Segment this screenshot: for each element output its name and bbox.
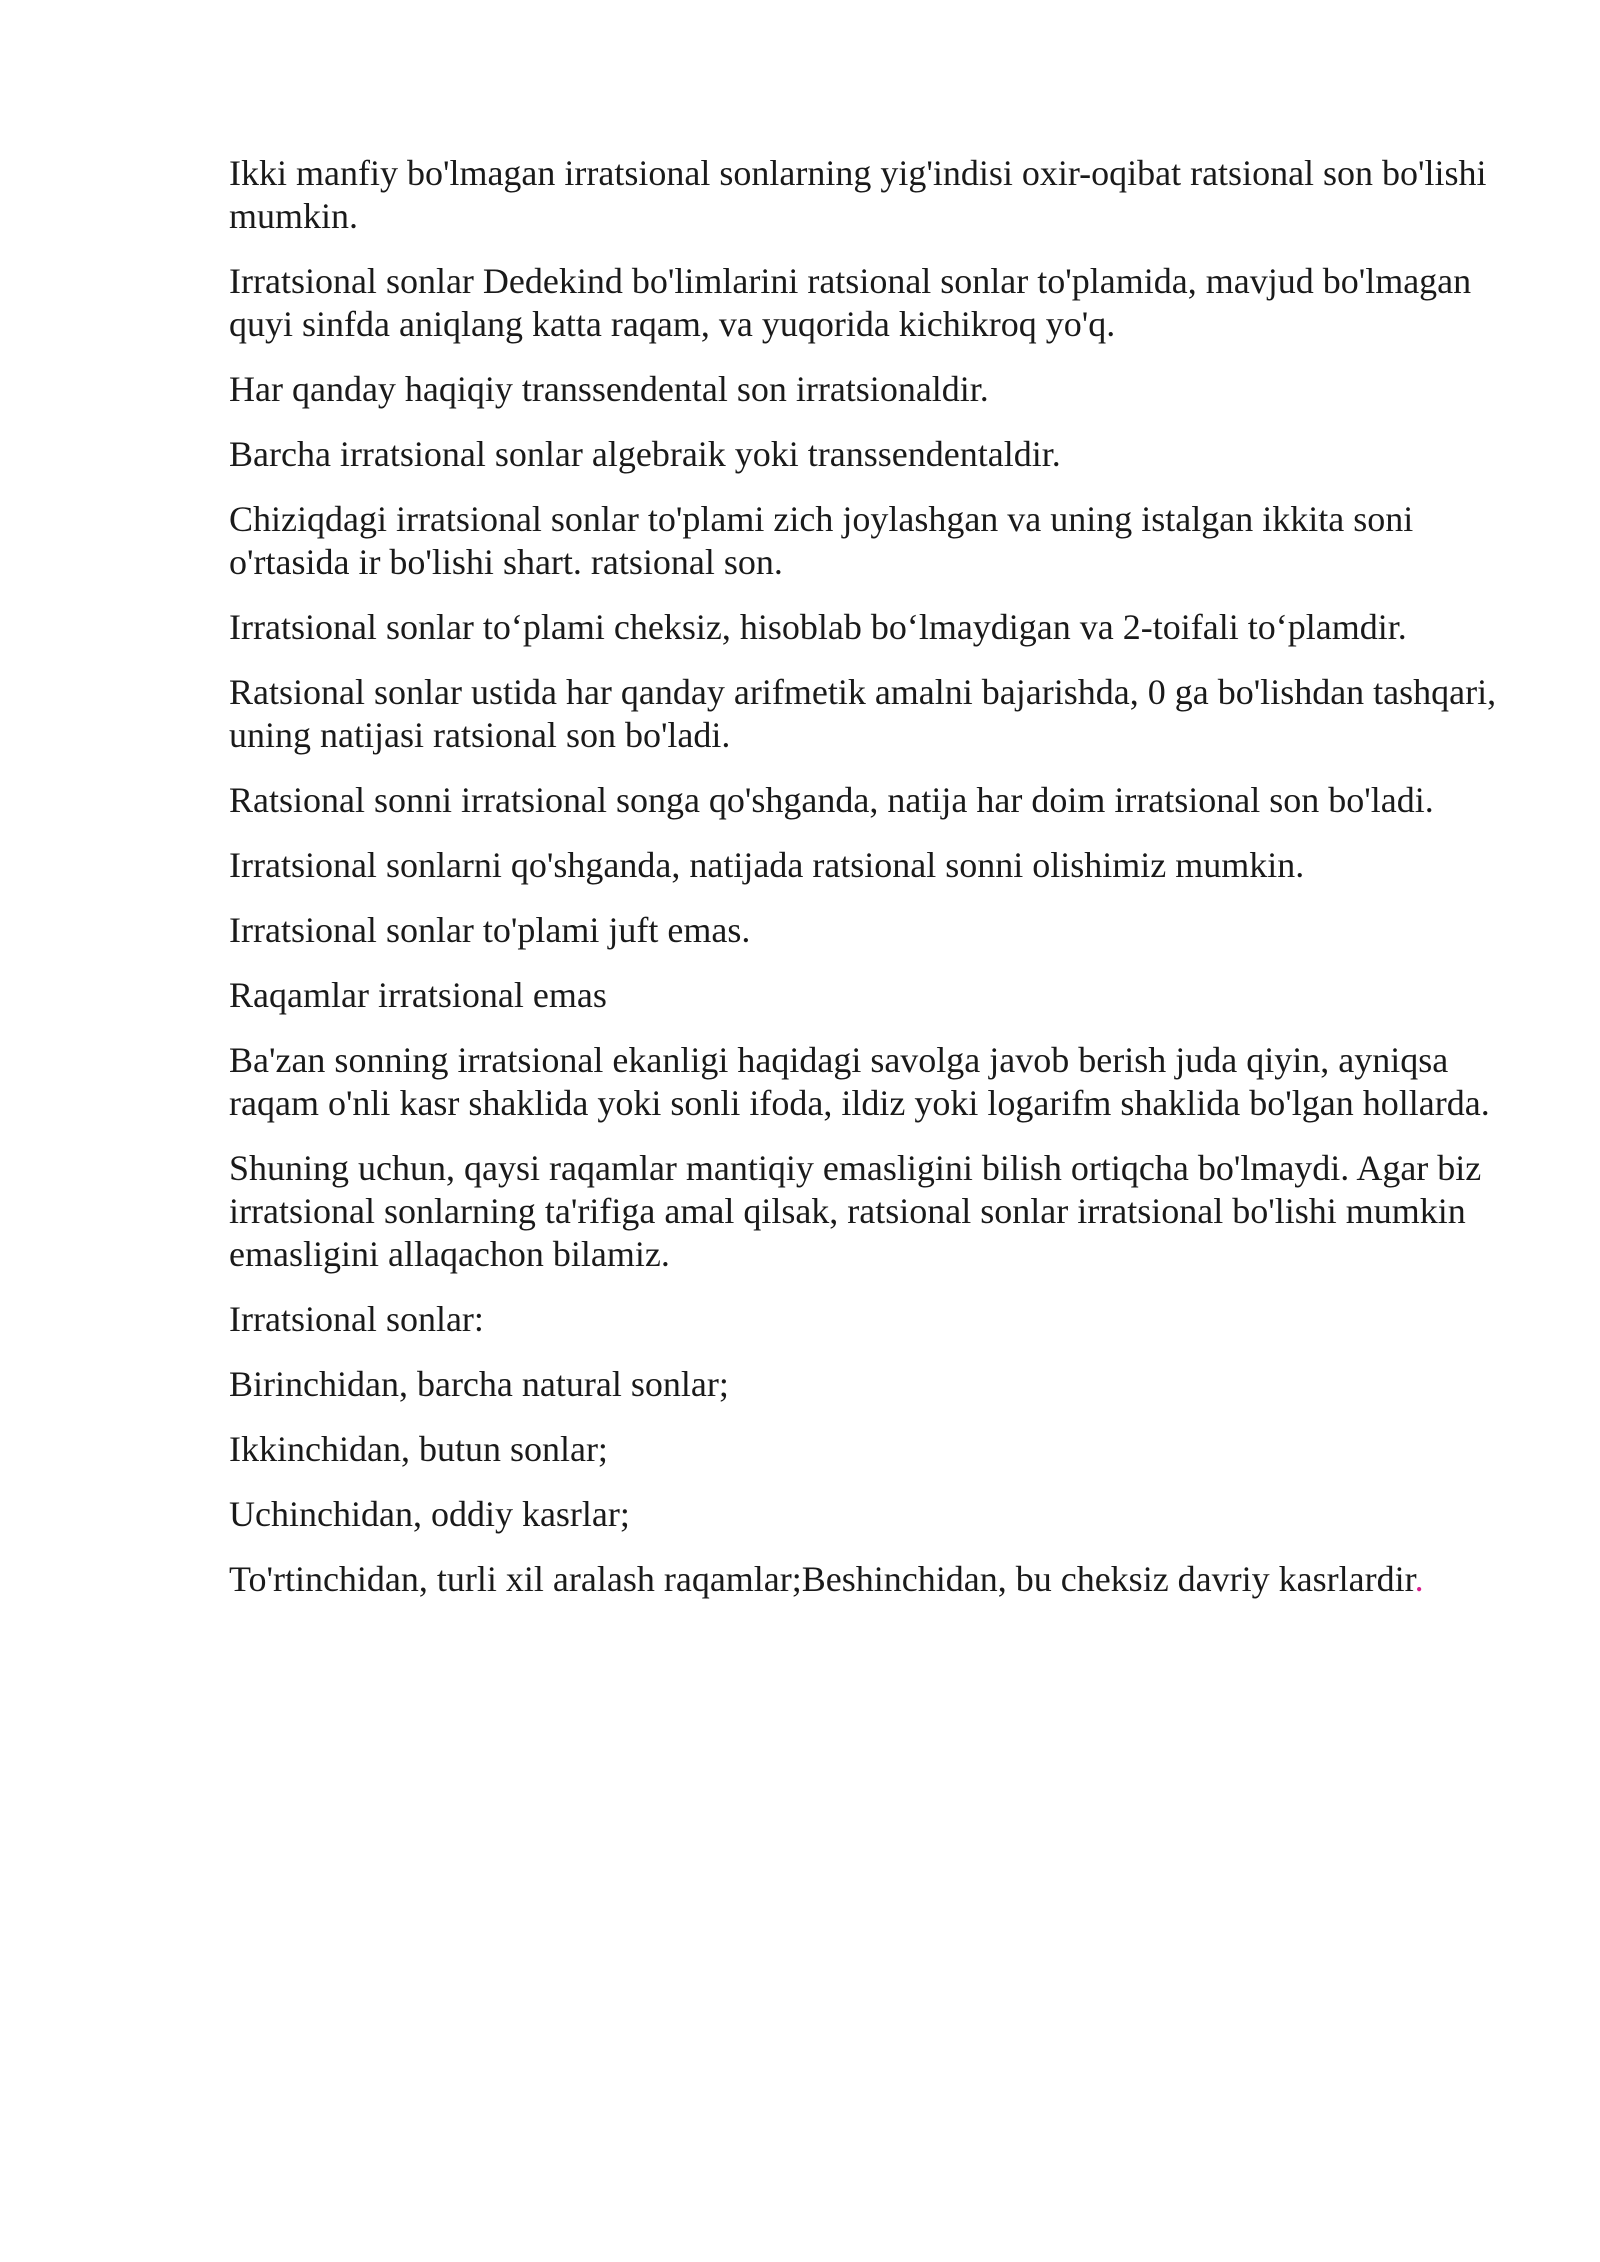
paragraph-10: Irratsional sonlar to'plami juft emas. — [229, 910, 751, 950]
list-item-3: Uchinchidan, oddiy kasrlar; — [229, 1494, 630, 1534]
paragraph-2: Irratsional sonlar Dedekind bo'limlarini ratsional sonlar to'plamida, mavjud bo'lmagan quyi sinfda aniqlang katta raqam, va yuqorida kichikroq yo'q. — [229, 261, 1472, 344]
paragraph-4: Barcha irratsional sonlar algebraik yoki transsendentaldir. — [229, 434, 1061, 474]
paragraph-5: Chiziqdagi irratsional sonlar to'plami zich joylashgan va uning istalgan ikkita soni o'rtasida ir bo'lishi shart. ratsional son. — [229, 499, 1414, 582]
paragraph-13: Shuning uchun, qaysi raqamlar mantiqiy emasligini bilish ortiqcha bo'lmaydi. Agar biz irratsional sonlarning ta'rifiga amal qilsak, ratsional sonlar irratsional bo'lishi mumkin emasligini allaqachon bilamiz. — [229, 1148, 1482, 1274]
list-item-2: Ikkinchidan, butun sonlar; — [229, 1429, 608, 1469]
paragraph-8: Ratsional sonni irratsional songa qo'shganda, natija har doim irratsional son bo'ladi. — [229, 780, 1434, 820]
paragraph-1: Ikki manfiy bo'lmagan irratsional sonlarning yig'indisi oxir-oqibat ratsional son bo'lishi mumkin. — [229, 153, 1487, 236]
paragraph-6: Irratsional sonlar to‘plami cheksiz, hisoblab bo‘lmaydigan va 2-toifali to‘plamdir. — [229, 607, 1407, 647]
document-body — [229, 152, 1499, 1623]
end-mark: . — [1414, 1559, 1424, 1599]
paragraph-3: Har qanday haqiqiy transsendental son irratsionaldir. — [229, 369, 989, 409]
paragraph-7: Ratsional sonlar ustida har qanday arifmetik amalni bajarishda, 0 ga bo'lishdan tashqari, uning natijasi ratsional son bo'ladi. — [229, 672, 1497, 755]
paragraph-12: Ba'zan sonning irratsional ekanligi haqidagi savolga javob berish juda qiyin, ayniqsa raqam o'nli kasr shaklida yoki sonli ifoda, ildiz yoki logarifm shaklida bo'lgan hollarda. — [229, 1040, 1490, 1123]
section-heading: Raqamlar irratsional emas — [229, 975, 607, 1015]
list-intro: Irratsional sonlar: — [229, 1299, 484, 1339]
paragraph-9: Irratsional sonlarni qo'shganda, natijada ratsional sonni olishimiz mumkin. — [229, 845, 1305, 885]
list-item-4 — [229, 1558, 1499, 1601]
list-item-4-text: To'rtinchidan, turli xil aralash raqamlar;Beshinchidan, bu cheksiz davriy kasrlardir — [229, 1559, 1415, 1599]
list-item-1: Birinchidan, barcha natural sonlar; — [229, 1364, 729, 1404]
